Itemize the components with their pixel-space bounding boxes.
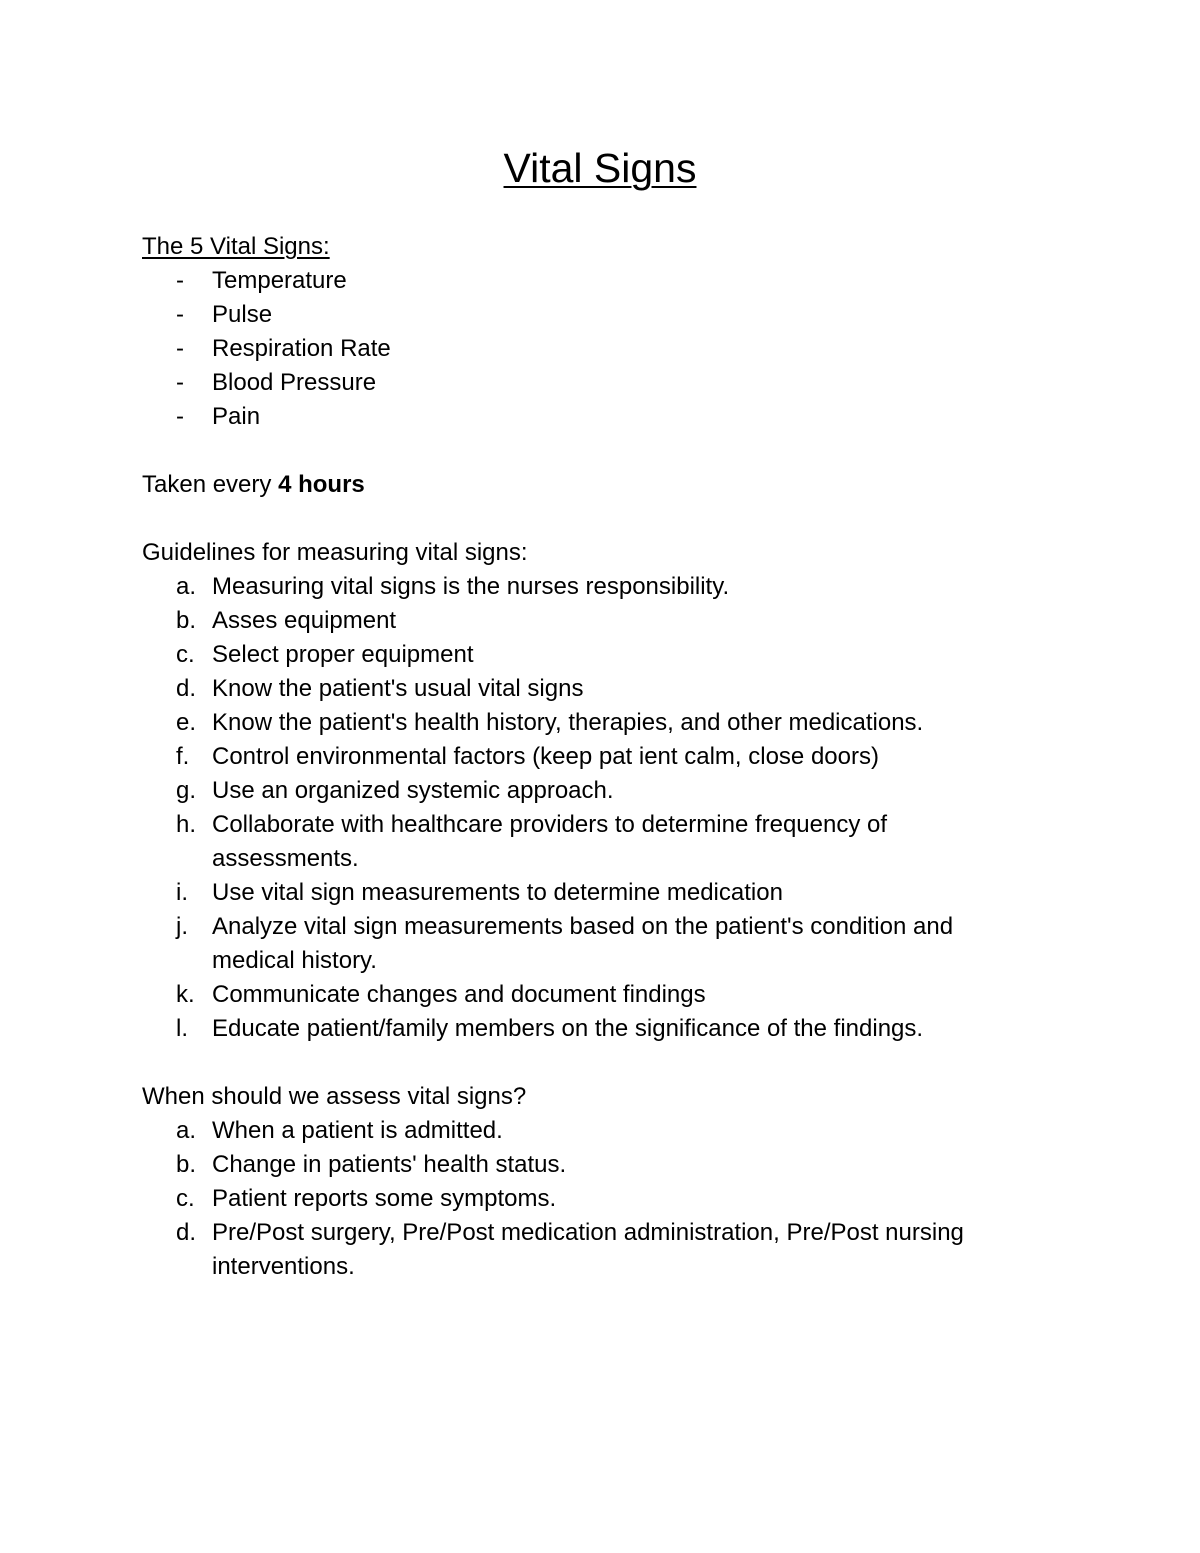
list-item-line: Educate patient/family members on the significance of the findings. — [212, 1015, 924, 1042]
list-item — [142, 1012, 1042, 1046]
list-item — [142, 774, 1042, 808]
list-item-text: Temperature — [212, 267, 347, 294]
list-marker: j. — [176, 913, 188, 940]
list-item-line: Collaborate with healthcare providers to determine frequency of — [212, 811, 888, 838]
list-item — [142, 570, 1042, 604]
list-marker: g. — [176, 777, 197, 804]
list-marker: - — [176, 403, 184, 430]
measurement-frequency — [142, 468, 1042, 502]
list-marker: - — [176, 301, 184, 328]
list-item-line: When a patient is admitted. — [212, 1117, 503, 1144]
list-item-text: Respiration Rate — [212, 335, 391, 362]
list-marker: f. — [176, 743, 190, 770]
list-marker: i. — [176, 879, 188, 906]
list-item — [142, 332, 1042, 366]
list-marker: d. — [176, 675, 197, 702]
list-item-line: Measuring vital signs is the nurses responsibility. — [212, 573, 730, 600]
list-item-line: Analyze vital sign measurements based on the patient's condition and — [212, 913, 954, 940]
list-marker: - — [176, 369, 184, 396]
list-item-line: interventions. — [212, 1253, 355, 1280]
frequency-prefix: Taken every — [142, 471, 279, 498]
list-item-line: Asses equipment — [212, 607, 397, 634]
list-item-line: Know the patient's health history, therapies, and other medications. — [212, 709, 924, 736]
list-marker: b. — [176, 1151, 197, 1178]
list-item — [142, 1148, 1042, 1182]
list-item — [142, 910, 1042, 978]
list-item — [142, 740, 1042, 774]
list-item — [142, 264, 1042, 298]
list-item — [142, 604, 1042, 638]
vital-signs-heading: The 5 Vital Signs: — [142, 233, 330, 260]
list-item-line: Know the patient's usual vital signs — [212, 675, 584, 702]
list-item-line: Use vital sign measurements to determine medication — [212, 879, 783, 906]
section-spacer — [142, 502, 1042, 536]
list-item-line: Change in patients' health status. — [212, 1151, 567, 1178]
list-item-line: Communicate changes and document findings — [212, 981, 706, 1008]
list-item — [142, 638, 1042, 672]
list-item-line: medical history. — [212, 947, 377, 974]
section-spacer — [142, 1046, 1042, 1080]
list-marker: d. — [176, 1219, 197, 1246]
assessment-heading: When should we assess vital signs? — [142, 1083, 527, 1110]
document-title-block — [0, 143, 1200, 193]
list-marker: - — [176, 335, 184, 362]
section-spacer — [142, 434, 1042, 468]
list-marker: a. — [176, 1117, 197, 1144]
list-item — [142, 978, 1042, 1012]
list-marker: c. — [176, 641, 195, 668]
assessment-list — [142, 1114, 1042, 1284]
list-marker: e. — [176, 709, 197, 736]
list-item — [142, 400, 1042, 434]
list-item-line: Patient reports some symptoms. — [212, 1185, 557, 1212]
document-title: Vital Signs — [503, 145, 697, 191]
list-item-line: Pre/Post surgery, Pre/Post medication administration, Pre/Post nursing — [212, 1219, 964, 1246]
vital-signs-list — [142, 264, 1042, 434]
frequency-emphasis: 4 hours — [278, 471, 365, 498]
list-item-line: Control environmental factors (keep pat ient calm, close doors) — [212, 743, 879, 770]
list-item-text: Pulse — [212, 301, 273, 328]
list-marker: a. — [176, 573, 197, 600]
list-marker: b. — [176, 607, 197, 634]
document-body — [142, 230, 1042, 1284]
list-item — [142, 298, 1042, 332]
list-marker: c. — [176, 1185, 195, 1212]
list-item — [142, 1216, 1042, 1284]
list-marker: h. — [176, 811, 197, 838]
guidelines-list — [142, 570, 1042, 1046]
list-item — [142, 876, 1042, 910]
list-item-text: Pain — [212, 403, 261, 430]
list-item-line: Use an organized systemic approach. — [212, 777, 614, 804]
guidelines-heading: Guidelines for measuring vital signs: — [142, 539, 528, 566]
list-item-line: assessments. — [212, 845, 359, 872]
list-item — [142, 672, 1042, 706]
list-marker: k. — [176, 981, 195, 1008]
list-marker: - — [176, 267, 184, 294]
list-item — [142, 706, 1042, 740]
list-item-text: Blood Pressure — [212, 369, 377, 396]
list-item — [142, 1114, 1042, 1148]
list-item — [142, 808, 1042, 876]
list-item — [142, 366, 1042, 400]
list-marker: l. — [176, 1015, 188, 1042]
list-item-line: Select proper equipment — [212, 641, 474, 668]
list-item — [142, 1182, 1042, 1216]
